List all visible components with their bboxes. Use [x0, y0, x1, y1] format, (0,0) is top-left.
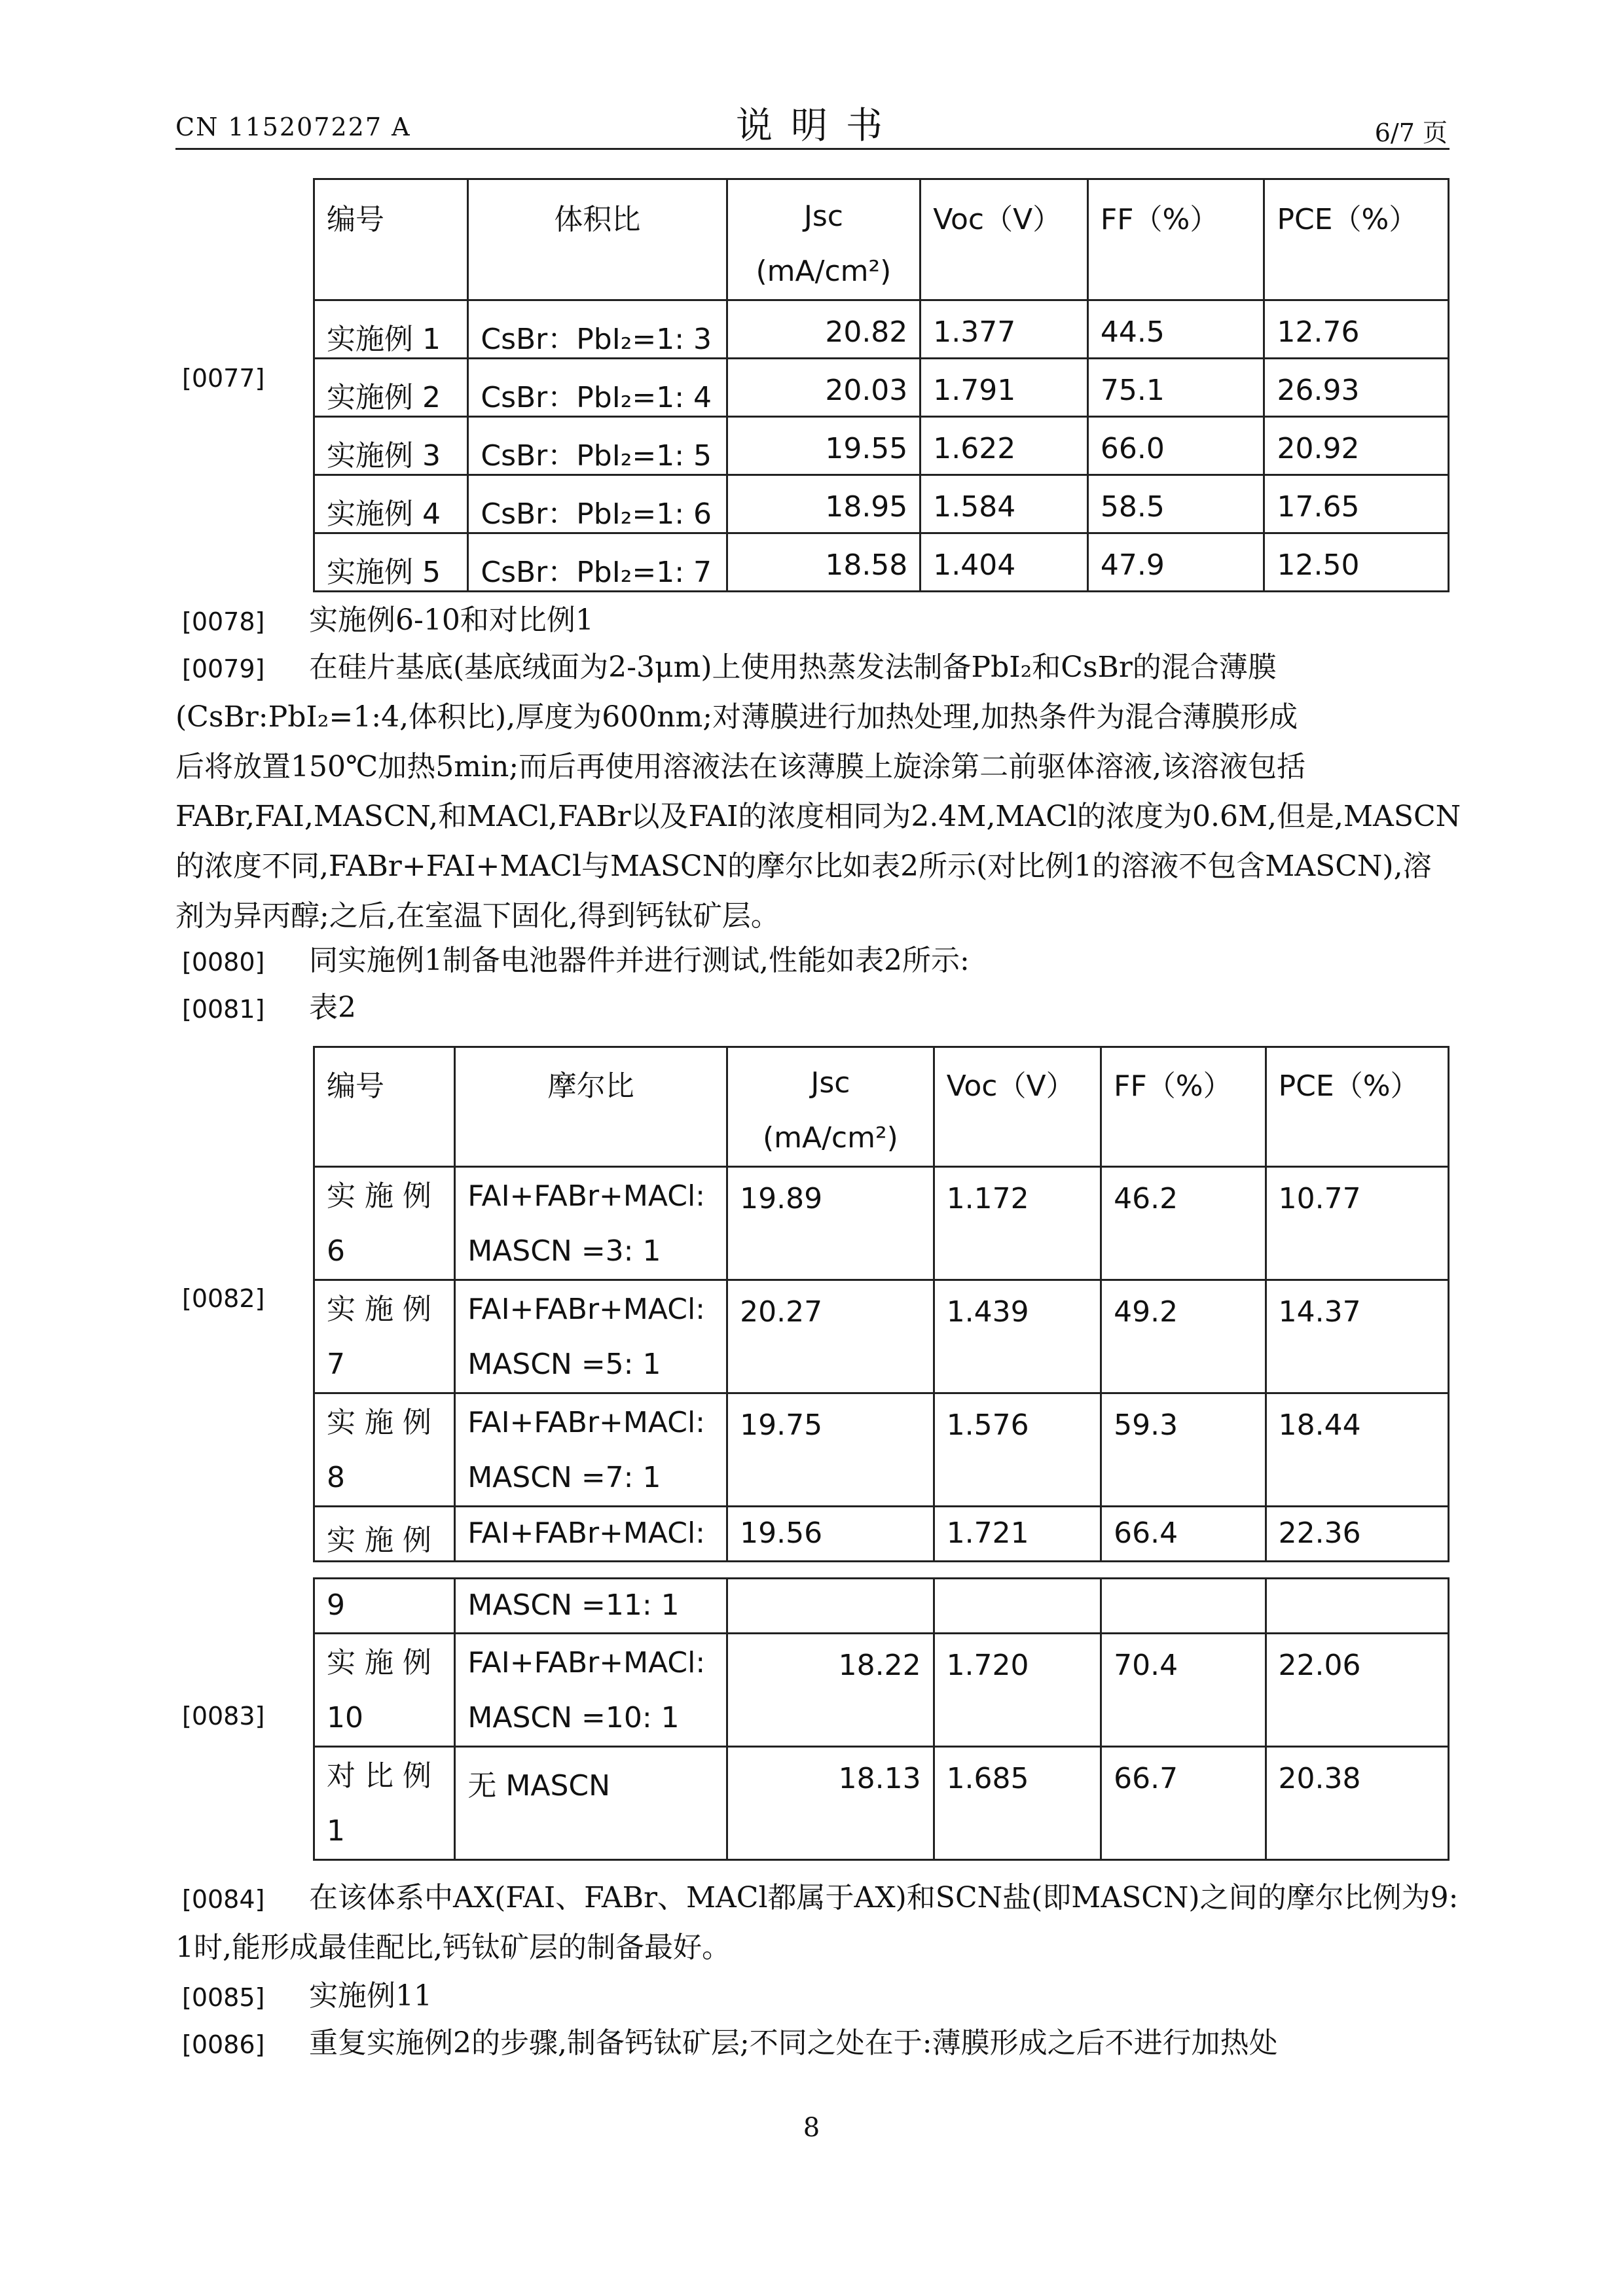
- paragraph-0080-text: 同实施例1制备电池器件并进行测试,性能如表2所示:: [309, 944, 970, 977]
- cell-ratio: CsBr：PbI₂=1: 4: [468, 359, 727, 417]
- cell-id-line: 10: [327, 1701, 363, 1734]
- cell-molar-ratio: [455, 1393, 727, 1507]
- cell-id-line: 实 施 例: [327, 1293, 431, 1326]
- table-2-continued: [313, 1577, 1450, 1861]
- cell-id: 实施例 2: [314, 359, 468, 417]
- cell-molar-ratio: FAI+FABr+MACl:: [455, 1507, 727, 1562]
- cell-pce: 20.92: [1264, 417, 1449, 475]
- col-header-ff: FF（%）: [1087, 179, 1264, 300]
- cell-id: [314, 1747, 455, 1860]
- cell-molar-ratio: [455, 1634, 727, 1747]
- page-number: 8: [803, 2113, 820, 2143]
- cell-ff: 46.2: [1101, 1167, 1266, 1280]
- cell-id-line: 实 施 例: [327, 1646, 431, 1679]
- cell-id-line: 对 比 例: [327, 1759, 431, 1793]
- col-header-pce: PCE（%）: [1266, 1047, 1448, 1167]
- cell-id: [314, 1634, 455, 1747]
- col-header-molar-ratio: 摩尔比: [455, 1047, 727, 1167]
- cell-voc: 1.720: [934, 1634, 1101, 1747]
- cell-ff: 47.9: [1087, 533, 1264, 592]
- cell-pce: 14.37: [1266, 1280, 1448, 1393]
- cell-ff: 70.4: [1101, 1634, 1266, 1747]
- table-1: [313, 178, 1450, 592]
- paragraph-0079-line: 在硅片基底(基底绒面为2-3μm)上使用热蒸发法制备PbI₂和CsBr的混合薄膜: [309, 651, 1277, 684]
- cell-jsc: 19.89: [727, 1167, 934, 1280]
- cell-jsc: 20.03: [727, 359, 921, 417]
- cell-voc: 1.685: [934, 1747, 1101, 1860]
- cell-pce: 26.93: [1264, 359, 1449, 417]
- col-header-ratio: 体积比: [468, 179, 727, 300]
- cell-pce: 10.77: [1266, 1167, 1448, 1280]
- table-row: [314, 1634, 1449, 1747]
- cell-jsc: 19.55: [727, 417, 921, 475]
- cell-id: 实 施 例: [314, 1507, 455, 1562]
- col-header-id: 编号: [314, 179, 468, 300]
- paragraph-0079-line: 后将放置150℃加热5min;而后再使用溶液法在该薄膜上旋涂第二前驱体溶液,该溶液包括: [175, 750, 1306, 783]
- cell-molar-ratio: [455, 1167, 727, 1280]
- jsc-unit: (mA/cm²): [762, 1121, 898, 1155]
- cell-ratio-line: MASCN =5: 1: [467, 1348, 661, 1381]
- cell-jsc: 18.95: [727, 475, 921, 533]
- paragraph-0078-text: 实施例6-10和对比例1: [309, 603, 594, 637]
- cell-pce: 12.50: [1264, 533, 1449, 592]
- table-row: [314, 1579, 1449, 1634]
- cell-voc: 1.721: [934, 1507, 1101, 1562]
- cell-ratio-line: FAI+FABr+MACl:: [467, 1293, 705, 1326]
- cell-id: [314, 1167, 455, 1280]
- cell-pce: 22.36: [1266, 1507, 1448, 1562]
- cell-pce: 22.06: [1266, 1634, 1448, 1747]
- col-header-voc: Voc（V）: [934, 1047, 1101, 1167]
- cell-id-line: 8: [327, 1461, 345, 1494]
- cell-ratio-line: MASCN =10: 1: [467, 1701, 680, 1734]
- paragraph-number: [0084]: [182, 1885, 265, 1914]
- paragraph-number: [0078]: [182, 607, 265, 636]
- cell-molar-ratio: 无 MASCN: [455, 1747, 727, 1860]
- paragraph-number: [0080]: [182, 948, 265, 977]
- table-row: [314, 533, 1449, 592]
- cell-voc: 1.404: [921, 533, 1088, 592]
- table-row: [314, 300, 1449, 359]
- paragraph-0079-line: 剂为异丙醇;之后,在室温下固化,得到钙钛矿层。: [175, 899, 780, 933]
- paragraph-number: [0083]: [182, 1702, 265, 1731]
- cell-pce: [1266, 1579, 1448, 1634]
- cell-id: 实施例 4: [314, 475, 468, 533]
- cell-ratio-line: FAI+FABr+MACl:: [467, 1406, 705, 1439]
- header-divider: [175, 148, 1450, 150]
- cell-jsc: 18.58: [727, 533, 921, 592]
- cell-ff: 66.0: [1087, 417, 1264, 475]
- paragraph-number: [0086]: [182, 2030, 265, 2059]
- table-row: [314, 1280, 1449, 1393]
- cell-ff: 44.5: [1087, 300, 1264, 359]
- cell-pce: 17.65: [1264, 475, 1449, 533]
- cell-jsc: [727, 1579, 934, 1634]
- cell-ratio: CsBr：PbI₂=1: 7: [468, 533, 727, 592]
- cell-ff: 75.1: [1087, 359, 1264, 417]
- cell-id: 实施例 1: [314, 300, 468, 359]
- cell-molar-ratio: MASCN =11: 1: [455, 1579, 727, 1634]
- table-header-row: [314, 1047, 1449, 1167]
- cell-pce: 20.38: [1266, 1747, 1448, 1860]
- cell-voc: 1.377: [921, 300, 1088, 359]
- cell-id-line: 7: [327, 1348, 345, 1381]
- cell-pce: 12.76: [1264, 300, 1449, 359]
- cell-jsc: 19.75: [727, 1393, 934, 1507]
- cell-ratio-line: MASCN =7: 1: [467, 1461, 661, 1494]
- page-title: 说明书: [736, 105, 901, 147]
- cell-ff: 66.7: [1101, 1747, 1266, 1860]
- cell-id-line: 6: [327, 1234, 345, 1268]
- cell-id-line: 实 施 例: [327, 1179, 431, 1213]
- paragraph-number: [0077]: [182, 364, 265, 393]
- cell-jsc: 19.56: [727, 1507, 934, 1562]
- cell-ratio-line: MASCN =3: 1: [467, 1234, 661, 1268]
- cell-ratio-line: FAI+FABr+MACl:: [467, 1646, 706, 1679]
- cell-ratio: CsBr：PbI₂=1: 6: [468, 475, 727, 533]
- paragraph-0079-line: 的浓度不同,FABr+FAI+MACl与MASCN的摩尔比如表2所示(对比例1的溶液不包含MASCN),溶: [175, 850, 1432, 883]
- cell-id: 9: [314, 1579, 455, 1634]
- table-header-row: [314, 179, 1449, 300]
- paragraph-number: [0082]: [182, 1284, 265, 1313]
- paragraph-0085-text: 实施例11: [309, 1979, 432, 2013]
- jsc-unit: (mA/cm²): [756, 255, 892, 288]
- cell-id-line: 实 施 例: [327, 1406, 431, 1439]
- cell-ff: 59.3: [1101, 1393, 1266, 1507]
- doc-number: CN 115207227 A: [175, 113, 411, 141]
- cell-id: [314, 1280, 455, 1393]
- table-caption: 表2: [309, 991, 356, 1024]
- paragraph-0084-line: 在该体系中AX(FAI、FABr、MACl都属于AX)和SCN盐(即MASCN)之间的摩尔比例为9:: [309, 1881, 1459, 1914]
- paragraph-number: [0081]: [182, 995, 265, 1024]
- cell-id: [314, 1393, 455, 1507]
- col-header-pce: PCE（%）: [1264, 179, 1449, 300]
- cell-ff: [1101, 1579, 1266, 1634]
- jsc-label: Jsc: [803, 200, 843, 233]
- cell-jsc: 20.82: [727, 300, 921, 359]
- col-header-voc: Voc（V）: [921, 179, 1088, 300]
- cell-molar-ratio: [455, 1280, 727, 1393]
- cell-id: 实施例 5: [314, 533, 468, 592]
- jsc-label: Jsc: [811, 1066, 850, 1100]
- col-header-id: 编号: [314, 1047, 455, 1167]
- cell-ratio: CsBr：PbI₂=1: 3: [468, 300, 727, 359]
- table-row: [314, 1393, 1449, 1507]
- paragraph-0086-text: 重复实施例2的步骤,制备钙钛矿层;不同之处在于:薄膜形成之后不进行加热处: [309, 2026, 1278, 2060]
- paragraph-0079-line: FABr,FAI,MASCN,和MACl,FABr以及FAI的浓度相同为2.4M,MACl的浓度为0.6M,但是,MASCN: [175, 800, 1461, 833]
- cell-id-line: 1: [327, 1814, 345, 1848]
- table-row: [314, 417, 1449, 475]
- cell-ratio-line: FAI+FABr+MACl:: [467, 1179, 705, 1213]
- table-row: [314, 1507, 1449, 1562]
- table-row: [314, 1747, 1449, 1860]
- table-row: [314, 359, 1449, 417]
- cell-voc: [934, 1579, 1101, 1634]
- table-row: [314, 1167, 1449, 1280]
- col-header-jsc: [727, 1047, 934, 1167]
- cell-id: 实施例 3: [314, 417, 468, 475]
- page-indicator: 6/7 页: [1374, 118, 1448, 147]
- cell-jsc: 20.27: [727, 1280, 934, 1393]
- cell-ff: 49.2: [1101, 1280, 1266, 1393]
- cell-ff: 66.4: [1101, 1507, 1266, 1562]
- col-header-ff: FF（%）: [1101, 1047, 1266, 1167]
- cell-voc: 1.172: [934, 1167, 1101, 1280]
- paragraph-number: [0085]: [182, 1983, 265, 2012]
- cell-jsc: 18.13: [727, 1747, 934, 1860]
- cell-voc: 1.584: [921, 475, 1088, 533]
- cell-voc: 1.439: [934, 1280, 1101, 1393]
- table-row: [314, 475, 1449, 533]
- paragraph-number: [0079]: [182, 655, 265, 683]
- paragraph-0084-line: 1时,能形成最佳配比,钙钛矿层的制备最好。: [175, 1931, 731, 1964]
- cell-pce: 18.44: [1266, 1393, 1448, 1507]
- cell-voc: 1.576: [934, 1393, 1101, 1507]
- cell-jsc: 18.22: [727, 1634, 934, 1747]
- cell-voc: 1.622: [921, 417, 1088, 475]
- col-header-jsc: [727, 179, 921, 300]
- cell-ff: 58.5: [1087, 475, 1264, 533]
- table-2: [313, 1046, 1450, 1562]
- cell-voc: 1.791: [921, 359, 1088, 417]
- cell-ratio: CsBr：PbI₂=1: 5: [468, 417, 727, 475]
- paragraph-0079-line: (CsBr:PbI₂=1:4,体积比),厚度为600nm;对薄膜进行加热处理,加热条件为混合薄膜形成: [175, 700, 1298, 734]
